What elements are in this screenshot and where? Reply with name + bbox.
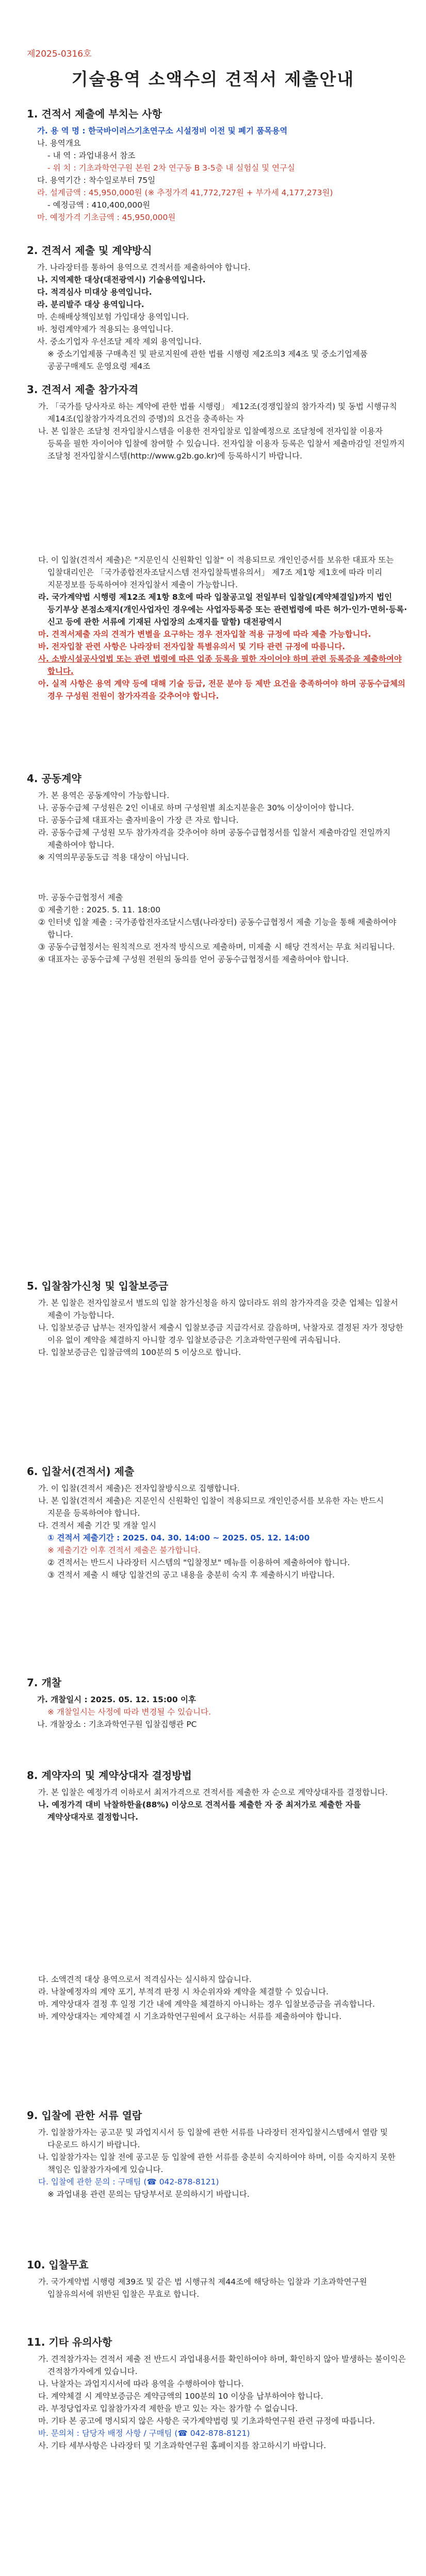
- bid-deposit-item: 다. 입찰보증금은 입찰금액의 100분의 5 이상으로 합니다.: [38, 1348, 241, 1357]
- joint-agreement-item: ④ 대표자는 공동수급체 구성원 전원의 동의를 얻어 공동수급협정서를 제출하여야 합니다.: [38, 955, 349, 964]
- invalid-bid-item: 가. 국가계약법 시행령 제39조 및 같은 법 시행규칙 제44조에 해당하는 입찰과 기초과학연구원 입찰유의서에 위반된 입찰은 무효로 합니다.: [38, 2277, 367, 2299]
- award-note: 마. 계약상대자 결정 후 일정 기간 내에 계약을 체결하지 아니하는 경우 입찰보증금을 귀속합니다.: [38, 1999, 375, 2009]
- joint-agreement-item: ① 제출기한 : 2025. 5. 11. 18:00: [38, 905, 161, 914]
- misc-item: 바. 문의처 : 담당자 배정 사항 / 구매팀 (☎ 042-878-8121): [38, 2429, 250, 2438]
- design-amount: 라. 설계금액 : 45,950,000원 (※ 추정가격 41,772,727원 + 부가세 4,177,273원): [37, 188, 333, 197]
- estimated-amount: - 예정금액 : 410,400,000원: [47, 200, 151, 210]
- qualification-note: 아. 실적 사항은 용역 계약 등에 대해 기술 등급, 전문 분야 등 제반 요건을 충족하여야 하며 공동수급체의 경우 구성원 전원이 참가자격을 갖추어야 합니다.: [38, 679, 406, 701]
- misc-item: 가. 견적참가자는 견적서 제출 전 반드시 과업내용서를 확인하여야 하며, 확인하지 않아 발생하는 불이익은 견적참가자에게 있습니다.: [38, 2354, 406, 2376]
- joint-contract-item: 나. 공동수급체 구성원은 2인 이내로 하며 구성원별 최소지분율은 30% 이상이어야 합니다.: [38, 803, 354, 812]
- contract-item: 가. 나라장터를 통하여 용역으로 견적서를 제출하여야 합니다.: [37, 263, 251, 272]
- service-overview: 나. 용역개요: [37, 139, 81, 148]
- section-1-title: 1. 견적서 제출에 부치는 사항: [27, 108, 162, 120]
- award-method-item: 나. 예정가격 대비 낙찰하한율(88%) 이상으로 견적서를 제출한 자 중 최저가로 제출한 자를 계약상대자로 결정합니다.: [38, 1800, 361, 1822]
- section-1: [27, 106, 407, 224]
- section-5: [27, 1278, 407, 1359]
- section-2: [27, 242, 407, 372]
- submission-period: ① 견적서 제출기간 : 2025. 04. 30. 14:00 ~ 2025. 05. 12. 14:00: [47, 1533, 310, 1543]
- bid-deposit-item: 가. 본 입찰은 전자입찰로서 별도의 입찰 참가신청을 하지 않더라도 위의 참가자격을 갖춘 업체는 입찰서 제출이 가능합니다.: [38, 1298, 398, 1320]
- qualification-notes: [27, 554, 407, 702]
- joint-contract-item: 다. 공동수급체 대표자는 출자비율이 가장 큰 자로 합니다.: [38, 816, 239, 825]
- document-view-item: 나. 입찰참가자는 입찰 전에 공고문 등 입찰에 관한 서류를 충분히 숙지하여야 하며, 이를 숙지하지 못한 책임은 입찰참가자에게 있습니다.: [38, 2153, 396, 2174]
- document-view-item: 다. 입찰에 관한 문의 : 구매팀 (☎ 042-878-8121): [38, 2177, 219, 2187]
- document-number: 제2025-0316호: [27, 49, 92, 59]
- section-2-title: 2. 견적서 제출 및 계약방식: [27, 244, 152, 257]
- submission-item: ③ 견적서 제출 시 해당 입찰건의 공고 내용을 충분히 숙지 후 제출하시기 바랍니다.: [47, 1570, 335, 1580]
- qualification-item: 가. 「국가를 당사자로 하는 계약에 관한 법률 시행령」 제12조(경쟁입찰의 참가자격) 및 동법 시행규칙 제14조(입찰참가자격요건의 증명)의 요건을 충족하는 자: [38, 402, 397, 423]
- submission-item: ※ 제출기간 이후 견적서 제출은 불가합니다.: [47, 1546, 201, 1555]
- award-note: 다. 소액견적 대상 용역으로서 적격심사는 실시하지 않습니다.: [38, 1975, 252, 1984]
- joint-contract-item: ※ 지역의무공동도급 적용 대상이 아닙니다.: [38, 853, 189, 862]
- submission-item: ② 견적서는 반드시 나라장터 시스템의 "입찰정보" 메뉴를 이용하여 제출하여야 합니다.: [47, 1558, 350, 1567]
- section-9: [27, 2107, 407, 2200]
- section-10-title: 10. 입찰무효: [27, 2259, 89, 2271]
- section-4: [27, 770, 407, 863]
- opening-note: ※ 개찰일시는 사정에 따라 변경될 수 있습니다.: [47, 1707, 211, 1717]
- submission-item: 다. 견적서 제출 기간 및 개찰 일시: [38, 1521, 157, 1530]
- section-9-title: 9. 입찰에 관한 서류 열람: [27, 2109, 142, 2122]
- document-view-item: 가. 입찰참가자는 공고문 및 과업지시서 등 입찰에 관한 서류를 나라장터 전자입찰시스템에서 열람 및 다운로드 하시기 바랍니다.: [38, 2128, 388, 2149]
- section-7: [27, 1674, 407, 1731]
- section-3: [27, 381, 407, 462]
- overview-details: - 내 역 : 과업내용서 참조: [47, 151, 136, 160]
- section-6: [27, 1463, 407, 1581]
- base-amount: 마. 예정가격 기초금액 : 45,950,000원: [37, 213, 176, 222]
- contract-item: 사. 중소기업자 우선조달 제작 제외 용역입니다.: [37, 337, 202, 346]
- section-8: [27, 1767, 407, 1823]
- submission-item: 나. 본 입찰(견적서 제출)은 지문인식 신원확인 입찰이 적용되므로 개인인증서를 보유한 자는 반드시 지문을 등록하여야 합니다.: [38, 1496, 384, 1518]
- contract-item: 나. 지역제한 대상(대전광역시) 기술용역입니다.: [37, 275, 206, 284]
- section-10: [27, 2257, 407, 2300]
- award-notes: [27, 1973, 407, 2023]
- overview-location: - 위 치 : 기초과학연구원 본원 2차 연구동 B 3-5층 내 실험실 및 연구실: [47, 163, 296, 173]
- contract-item: 마. 손해배상책임보험 가입대상 용역입니다.: [37, 312, 189, 321]
- section-3-title: 3. 견적서 제출 참가자격: [27, 383, 139, 396]
- misc-item: 다. 계약체결 시 계약보증금은 계약금액의 100분의 10 이상을 납부하여야 합니다.: [38, 2392, 323, 2401]
- joint-agreement-item: ② 인터넷 입찰 제출 : 국가종합전자조달시스템(나라장터) 공동수급협정서 제출 기능을 통해 제출하여야 합니다.: [38, 918, 397, 939]
- joint-contract-item: 라. 공동수급체 구성원 모두 참가자격을 갖추어야 하며 공동수급협정서를 입찰서 제출마감일 전일까지 제출하여야 합니다.: [38, 828, 391, 850]
- page-title: 기술용역 소액수의 견적서 제출안내: [71, 69, 355, 89]
- section-7-title: 7. 개찰: [27, 1676, 62, 1689]
- misc-item: 사. 기타 세부사항은 나라장터 및 기초과학연구원 홈페이지를 참고하시기 바랍니다.: [38, 2441, 326, 2450]
- qualification-note: 사. 소방시설공사업법 또는 관련 법령에 따른 업종 등록을 필한 자이어야 하며 관련 등록증을 제출하여야 합니다.: [38, 654, 402, 676]
- award-note: 바. 계약상대자는 계약체결 시 기초과학연구원에서 요구하는 서류를 제출하여야 합니다.: [38, 2012, 342, 2021]
- section-11-title: 11. 기타 유의사항: [27, 2336, 112, 2348]
- opening-date: 가. 개찰일시 : 2025. 05. 12. 15:00 이후: [37, 1695, 196, 1704]
- opening-place: 나. 개찰장소 : 기초과학연구원 입찰집행관 PC: [37, 1720, 197, 1729]
- joint-agreement-block: [27, 891, 407, 965]
- section-11: [27, 2334, 407, 2452]
- submission-item: 가. 이 입찰(견적서 제출)은 전자입찰방식으로 집행합니다.: [38, 1484, 240, 1493]
- section-4-title: 4. 공동계약: [27, 772, 81, 785]
- qualification-note: 바. 전자입찰 관련 사항은 나라장터 전자입찰 특별유의서 및 기타 관련 규정에 따름니다.: [38, 642, 346, 651]
- joint-contract-item: 가. 본 용역은 공동계약이 가능합니다.: [38, 791, 170, 800]
- contract-item: 다. 적격심사 미대상 용역입니다.: [37, 287, 152, 297]
- contract-note: ※ 중소기업제품 구매촉진 및 판로지원에 관한 법률 시행령 제2조의3 제4조 및 중소기업제품 공공구매제도 운영요령 제4조: [47, 349, 368, 371]
- misc-item: 라. 부정당업자로 입찰참가자격 제한을 받고 있는 자는 참가할 수 없습니다.: [38, 2404, 298, 2413]
- contract-item: 바. 청렴계약제가 적용되는 용역입니다.: [37, 325, 174, 334]
- section-6-title: 6. 입찰서(견적서) 제출: [27, 1465, 135, 1478]
- service-period: 다. 용역기간 : 착수일로부터 75일: [37, 176, 156, 185]
- joint-agreement-item: 마. 공동수급협정서 제출: [38, 893, 123, 902]
- contract-item: 라. 분리발주 대상 용역입니다.: [37, 300, 144, 309]
- award-method-item: 가. 본 입찰은 예정가격 이하로서 최저가격으로 견적서를 제출한 자 순으로 계약상대자를 결정합니다.: [38, 1788, 388, 1797]
- service-name: 가. 용 역 명 : 한국바이러스기초연구소 시설정비 이전 및 폐기 품목용역: [37, 126, 288, 135]
- qualification-note: 라. 국가계약법 시행령 제12조 제1항 8호에 따라 입찰공고일 전일부터 입찰일(계약체결일)까지 법인 등기부상 본점소재지(개인사업자인 경우에는 사업자등록증 또는 관련법령에 따른 허가·인가·면허·등록·신고 등에 관한 서류에 기재된 사업장의 소재지를 말함) 대전광역시: [38, 592, 407, 626]
- section-5-title: 5. 입찰참가신청 및 입찰보증금: [27, 1280, 169, 1292]
- bid-deposit-item: 나. 입찰보증금 납부는 전자입찰서 제출시 입찰보증금 지급각서로 갈음하며, 낙찰자로 결정된 자가 정당한 이유 없이 계약을 체결하지 아니할 경우 입찰보증금은 기초과학연구원에 귀속됩니다.: [38, 1323, 403, 1345]
- document-view-item: ※ 과업내용 관련 문의는 담당부서로 문의하시기 바랍니다.: [47, 2190, 250, 2199]
- misc-item: 마. 기타 본 공고에 명시되지 않은 사항은 국가계약법령 및 기초과학연구원 관련 규정에 따릅니다.: [38, 2416, 375, 2426]
- qualification-note: 다. 이 입찰(견적서 제출)은 "지문인식 신원확인 입찰" 이 적용되므로 개인인증서를 보유한 대표자 또는 입찰대리인은 「국가종합전자조달시스템 전자입찰특별유의서」 제7조 제1항 제1호에 따라 미리 지문정보를 등록하여야 전자입찰서 제출이 가능합니다.: [38, 555, 394, 589]
- qualification-item: 나. 본 입찰은 조달청 전자입찰시스템을 이용한 전자입찰로 입찰예정으로 조달청에 전자입찰 이용자 등록을 필한 자이어야 입찰에 참여할 수 있습니다. 전자입찰 이용자 등록은 입찰서 제출마감일 전일까지 조달청 전자입찰시스템(http://www.g2b.go.kr)에 등록하시기 바랍니다.: [38, 427, 405, 461]
- qualification-note: 마. 견적서제출 자의 견적가 변별을 요구하는 경우 전자입찰 적용 규정에 따라 제출 가능합니다.: [38, 630, 371, 639]
- award-note: 라. 낙찰예정자의 계약 포기, 부적격 판정 시 차순위자와 계약을 체결할 수 있습니다.: [38, 1987, 329, 1996]
- joint-agreement-item: ③ 공동수급협정서는 원칙적으로 전자적 방식으로 제출하며, 미제출 시 해당 견적서는 무효 처리됩니다.: [38, 942, 395, 952]
- misc-item: 나. 낙찰자는 과업지시서에 따라 용역을 수행하여야 합니다.: [38, 2379, 244, 2388]
- section-8-title: 8. 계약자의 및 계약상대자 결정방법: [27, 1769, 192, 1782]
